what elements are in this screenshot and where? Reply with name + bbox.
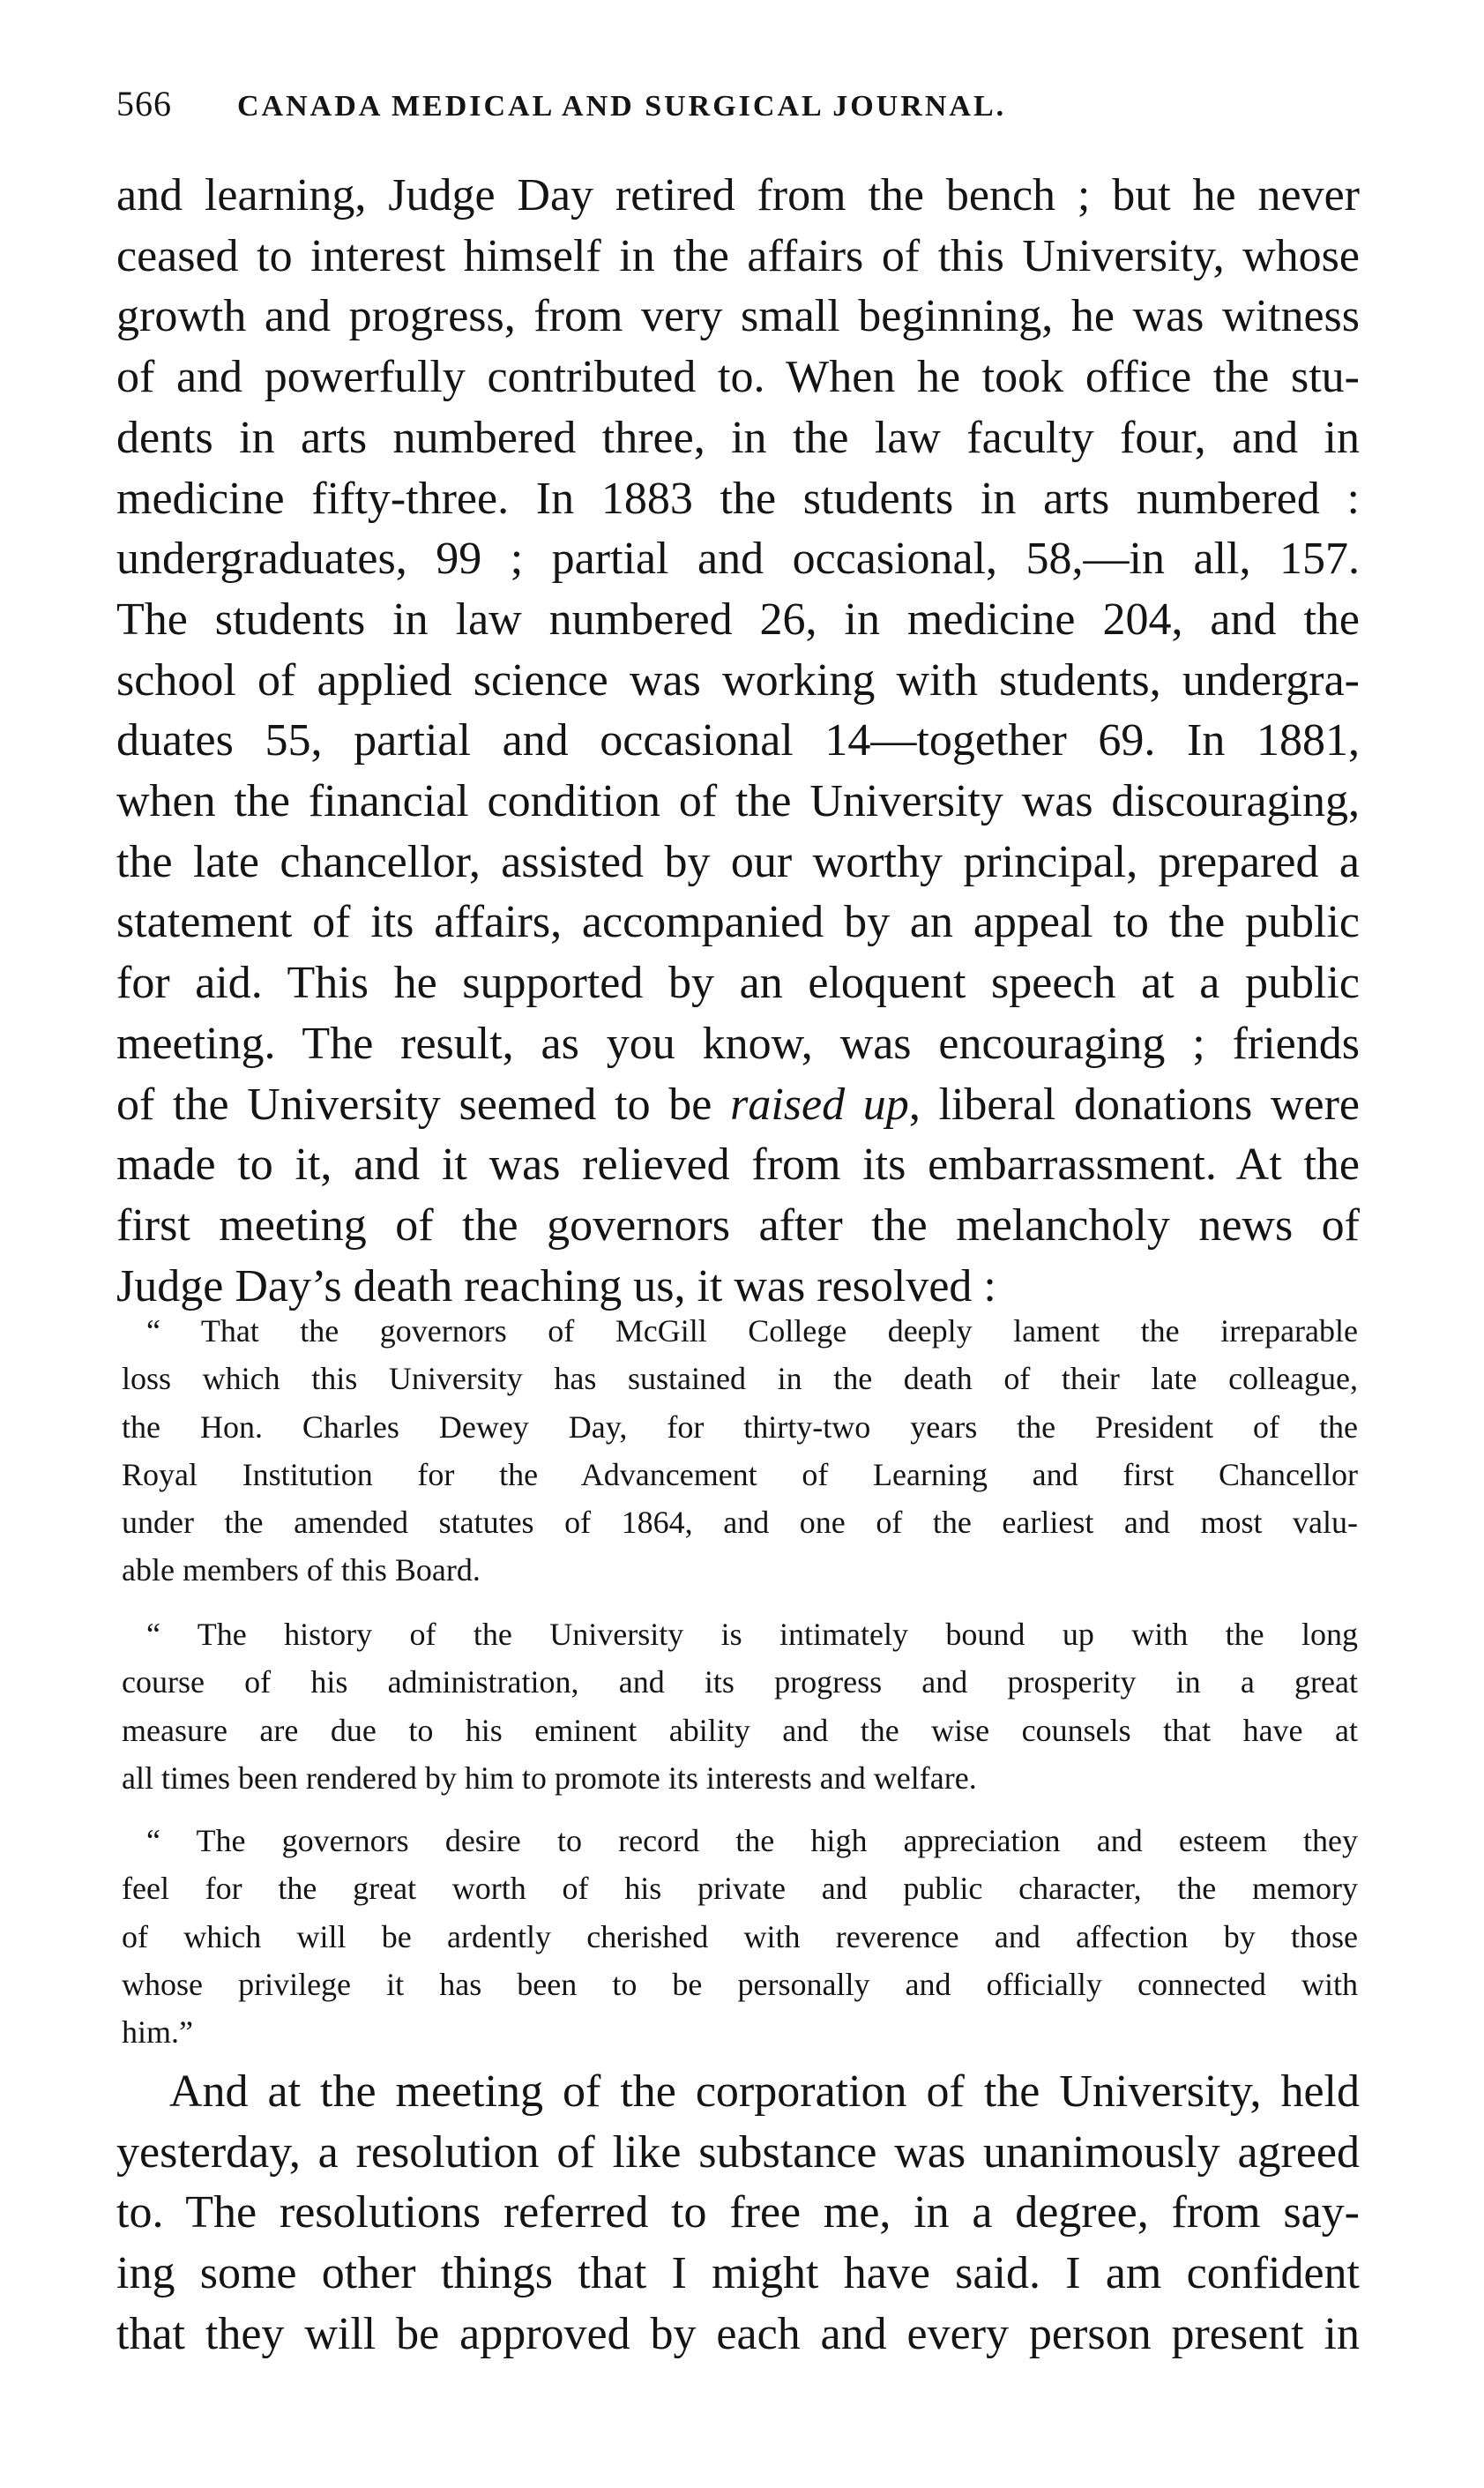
text-line-with-italic	[116, 1075, 1360, 1136]
text-line: ceased to interest himself in the affairs of this University, whose	[116, 230, 1360, 281]
quote-line: able members of this Board.	[122, 1552, 481, 1588]
quote-line: him.”	[122, 2014, 193, 2051]
text-line: statement of its affairs, accompanied by an appeal to the public	[116, 897, 1360, 948]
text-line: And at the meeting of the corporation of the University, held	[169, 2066, 1360, 2117]
quote-line: “ The history of the University is intimately bound up with the long	[146, 1617, 1358, 1652]
text-line: ing some other things that I might have said. I am confident	[116, 2248, 1360, 2299]
resolution-quote-3	[122, 1817, 1358, 2056]
text-line: school of applied science was working with students, undergra-	[116, 654, 1360, 706]
text-line: when the financial condition of the University was discouraging,	[116, 776, 1360, 827]
text-line: and learning, Judge Day retired from the bench ; but he never	[116, 170, 1360, 220]
text-line: yesterday, a resolution of like substance was unanimously agreed	[116, 2126, 1360, 2178]
quote-line: under the amended statutes of 1864, and one of the earliest and most valu-	[122, 1505, 1358, 1541]
text-line: of and powerfully contributed to. When he took office the stu-	[116, 352, 1360, 403]
text-line: medicine fifty-three. In 1883 the students in arts numbered :	[116, 473, 1360, 524]
text-line: the late chancellor, assisted by our worthy principal, prepared a	[116, 836, 1360, 887]
quote-line: “ That the governors of McGill College deeply lament the irreparable	[146, 1313, 1358, 1349]
text-line: that they will be approved by each and every person present in	[116, 2308, 1360, 2359]
text-line: Judge Day’s death reaching us, it was resolved :	[116, 1260, 996, 1311]
quote-line: whose privilege it has been to be personally and officially connected with	[122, 1966, 1358, 2002]
closing-paragraph	[116, 2062, 1360, 2365]
text-line: for aid. This he supported by an eloquent speech at a public	[116, 958, 1360, 1009]
quote-line: measure are due to his eminent ability and the wise counsels that have at	[122, 1712, 1358, 1748]
text-line: dents in arts numbered three, in the law faculty four, and in	[116, 412, 1360, 463]
running-head	[116, 78, 1351, 131]
italic-phrase: raised up	[730, 1079, 909, 1130]
quote-line: loss which this University has sustained in the death of their late colleague,	[122, 1361, 1358, 1397]
text-line: made to it, and it was relieved from its embarrassment. At the	[116, 1139, 1360, 1191]
text-line: undergraduates, 99 ; partial and occasional, 58,—in all, 157.	[116, 534, 1360, 585]
page-number: 566	[116, 84, 172, 123]
main-paragraph	[116, 166, 1360, 1317]
text-line: growth and progress, from very small beginning, he was witness	[116, 291, 1360, 342]
resolution-quote-2	[122, 1610, 1358, 1802]
resolution-quote-1	[122, 1307, 1358, 1595]
quote-line: “ The governors desire to record the high appreciation and esteem they	[146, 1823, 1358, 1858]
text-line: The students in law numbered 26, in medicine 204, and the	[116, 594, 1360, 645]
text-segment: of the University seemed to be	[116, 1079, 731, 1130]
quote-line: all times been rendered by him to promote its interests and welfare.	[122, 1760, 977, 1796]
quote-line: course of his administration, and its progress and prosperity in a great	[122, 1664, 1358, 1700]
text-line: duates 55, partial and occasional 14—together 69. In 1881,	[116, 715, 1360, 766]
text-line: first meeting of the governors after the melancholy news of	[116, 1199, 1360, 1251]
quote-line: feel for the great worth of his private and public character, the memory	[122, 1871, 1358, 1907]
quote-line: of which will be ardently cherished with reverence and affection by those	[122, 1918, 1358, 1954]
text-line: meeting. The result, as you know, was encouraging ; friends	[116, 1018, 1360, 1069]
quote-line: Royal Institution for the Advancement of Learning and first Chancellor	[122, 1456, 1358, 1492]
journal-title: CANADA MEDICAL AND SURGICAL JOURNAL.	[237, 90, 1007, 123]
quote-line: the Hon. Charles Dewey Day, for thirty-two years the President of the	[122, 1408, 1358, 1445]
text-line: to. The resolutions referred to free me, in a degree, from say-	[116, 2187, 1360, 2238]
text-segment: , liberal donations were	[908, 1079, 1360, 1130]
